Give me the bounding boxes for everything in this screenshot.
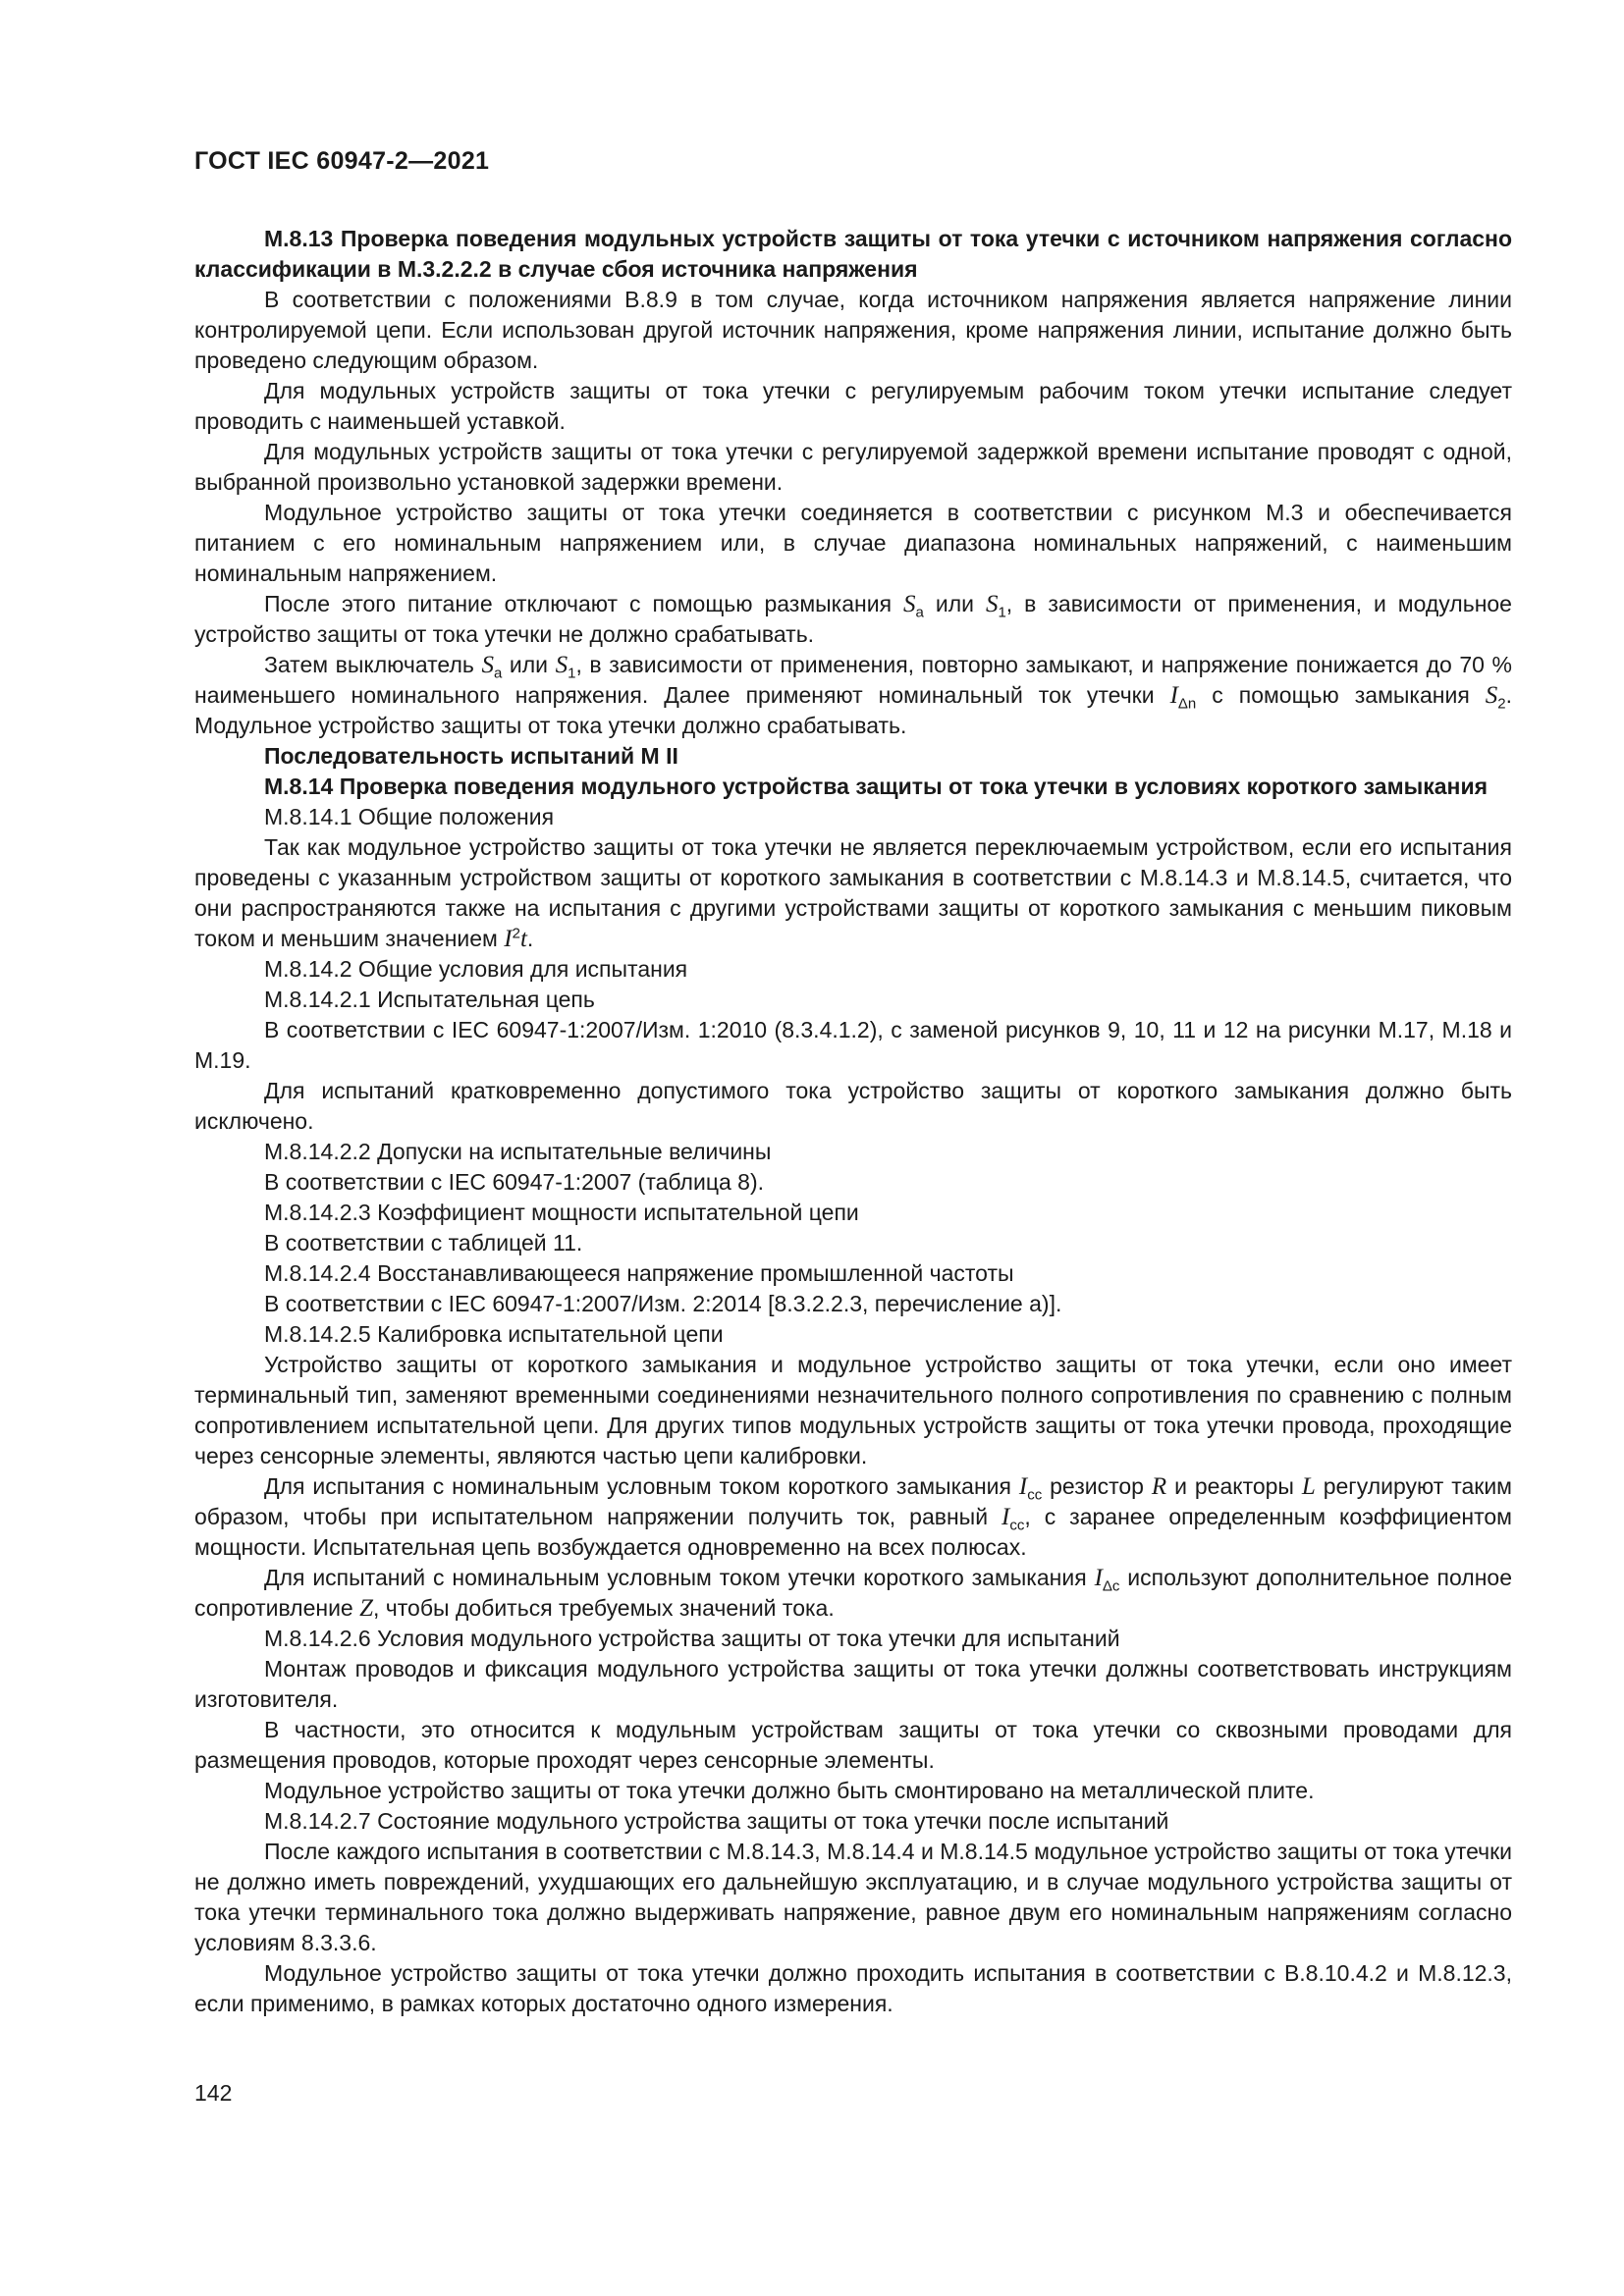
- paragraph: В соответствии с положениями В.8.9 в том случае, когда источником напряжения является напряжение линии контролируемой цепи. Если использован другой источник напряжения, кроме напряжения линии, испытание должно быть проведено следующим образом.: [194, 287, 1512, 373]
- section-heading-m8-13: М.8.13 Проверка поведения модульных устройств защиты от тока утечки с источником напряжения согласно классификации в М.3.2.2.2 в случае сбоя источника напряжения: [194, 226, 1512, 282]
- paragraph: Монтаж проводов и фиксация модульного устройства защиты от тока утечки должны соответствовать инструкциям изготовителя.: [194, 1656, 1512, 1712]
- paragraph: Так как модульное устройство защиты от тока утечки не является переключаемым устройством, если его испытания проведены с указанным устройством защиты от короткого замыкания в соответствии с М.8.14.3 и М.8.14.5, считается, что они распространяются также на испытания с другими устройствами защиты от короткого замыкания с меньшим пиковым током и меньшим значением $I^2t$.: [194, 834, 1512, 952]
- subsection-heading: М.8.14.2.1 Испытательная цепь: [264, 987, 595, 1012]
- subsection-heading: М.8.14.2.4 Восстанавливающееся напряжение промышленной частоты: [264, 1260, 1014, 1286]
- paragraph: Затем выключатель $S_a$ или $S_1$, в зависимости от применения, повторно замыкают, и напряжение понижается до 70 % наименьшего номинального напряжения. Далее применяют номинальный ток утечки $I_{\Delta n}$ с помощью замыкания $S_2$. Модульное устройство защиты от тока утечки должно срабатывать.: [194, 652, 1512, 738]
- paragraph: В частности, это относится к модульным устройствам защиты от тока утечки со сквозными проводами для размещения проводов, которые проходят через сенсорные элементы.: [194, 1717, 1512, 1773]
- paragraph: Для испытания с номинальным условным током короткого замыкания $I_{cc}$ резистор R и реакторы L регулируют таким образом, чтобы при испытательном напряжении получить ток, равный $I_{cc}$, с заранее определенным коэффициентом мощности. Испытательная цепь возбуждается одновременно на всех полюсах.: [194, 1473, 1512, 1560]
- test-sequence-heading: Последовательность испытаний M II: [264, 743, 678, 769]
- document-header: ГОСТ IEC 60947-2—2021: [194, 147, 490, 175]
- paragraph: В соответствии с таблицей 11.: [264, 1230, 583, 1255]
- page-number: 142: [194, 2080, 233, 2106]
- paragraph: Для модульных устройств защиты от тока утечки с регулируемым рабочим током утечки испытание следует проводить с наименьшей уставкой.: [194, 378, 1512, 434]
- paragraph: Для модульных устройств защиты от тока утечки с регулируемой задержкой времени испытание проводят с одной, выбранной произвольно установкой задержки времени.: [194, 439, 1512, 495]
- paragraph: После каждого испытания в соответствии с М.8.14.3, М.8.14.4 и М.8.14.5 модульное устройство защиты от тока утечки не должно иметь повреждений, ухудшающих его дальнейшую эксплуатацию, и в случае модульного устройства защиты от тока утечки терминального тока должно выдерживать напряжение, равное двум его номинальным напряжениям согласно условиям 8.3.3.6.: [194, 1839, 1512, 1955]
- subsection-heading: М.8.14.2.7 Состояние модульного устройства защиты от тока утечки после испытаний: [264, 1808, 1169, 1834]
- paragraph: Для испытаний кратковременно допустимого тока устройство защиты от короткого замыкания должно быть исключено.: [194, 1078, 1512, 1134]
- paragraph: В соответствии с IEC 60947-1:2007 (таблица 8).: [264, 1169, 765, 1195]
- paragraph: Модульное устройство защиты от тока утечки должно быть смонтировано на металлической плите.: [264, 1778, 1315, 1803]
- paragraph: Модульное устройство защиты от тока утечки соединяется в соответствии с рисунком М.3 и обеспечивается питанием с его номинальным напряжением или, в случае диапазона номинальных напряжений, с наименьшим номинальным напряжением.: [194, 500, 1512, 586]
- paragraph: Для испытаний с номинальным условным током утечки короткого замыкания $I_{\Delta c}$ используют дополнительное полное сопротивление Z, чтобы добиться требуемых значений тока.: [194, 1565, 1513, 1622]
- subsection-heading: М.8.14.2.6 Условия модульного устройства защиты от тока утечки для испытаний: [264, 1626, 1120, 1651]
- page-body: [194, 224, 1512, 2019]
- paragraph: В соответствии с IEC 60947-1:2007/Изм. 1:2010 (8.3.4.1.2), с заменой рисунков 9, 10, 11 и 12 на рисунки М.17, М.18 и М.19.: [194, 1017, 1512, 1073]
- subsection-heading: М.8.14.1 Общие положения: [264, 804, 555, 829]
- paragraph: В соответствии с IEC 60947-1:2007/Изм. 2:2014 [8.3.2.2.3, перечисление а)].: [264, 1291, 1062, 1316]
- subsection-heading: М.8.14.2 Общие условия для испытания: [264, 956, 688, 982]
- paragraph: Устройство защиты от короткого замыкания и модульное устройство защиты от тока утечки, если оно имеет терминальный тип, заменяют временными соединениями незначительного полного сопротивления по сравнению с полным сопротивлением испытательной цепи. Для других типов модульных устройств защиты от тока утечки провода, проходящие через сенсорные элементы, являются частью цепи калибровки.: [194, 1352, 1512, 1468]
- subsection-heading: М.8.14.2.5 Калибровка испытательной цепи: [264, 1321, 724, 1347]
- subsection-heading: М.8.14.2.2 Допуски на испытательные величины: [264, 1139, 772, 1164]
- paragraph: Модульное устройство защиты от тока утечки должно проходить испытания в соответствии с В.8.10.4.2 и М.8.12.3, если применимо, в рамках которых достаточно одного измерения.: [194, 1960, 1512, 2016]
- section-heading-m8-14: М.8.14 Проверка поведения модульного устройства защиты от тока утечки в условиях короткого замыкания: [264, 774, 1488, 799]
- paragraph: После этого питание отключают с помощью размыкания $S_a$ или $S_1$, в зависимости от применения, и модульное устройство защиты от тока утечки не должно срабатывать.: [194, 591, 1512, 647]
- subsection-heading: М.8.14.2.3 Коэффициент мощности испытательной цепи: [264, 1200, 859, 1225]
